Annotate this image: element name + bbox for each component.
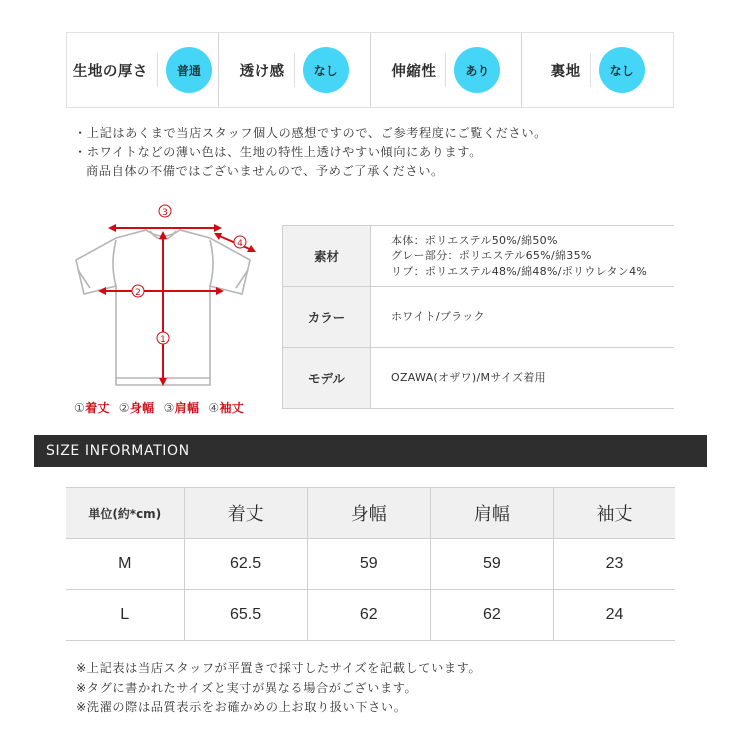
feature-value-badge: 普通: [166, 47, 212, 93]
feature-stretch: [371, 33, 523, 107]
table-row: [66, 590, 675, 641]
column-header-sleeve-length: 袖丈: [553, 488, 675, 539]
table-cell: 62: [430, 590, 553, 641]
spec-value: [371, 348, 675, 409]
legend-label: 袖丈: [219, 401, 245, 415]
legend-label: 身幅: [129, 401, 155, 415]
divider: [157, 53, 158, 87]
spec-value-line: グレー部分：ポリエステル65%/綿35%: [391, 249, 592, 263]
size-label: M: [66, 539, 184, 590]
feature-value-badge: なし: [303, 47, 349, 93]
feature-label: 透け感: [239, 63, 285, 80]
size-table: [66, 487, 675, 641]
svg-text:4: 4: [237, 239, 243, 249]
spec-value-line: リブ：ポリエステル48%/綿48%/ポリウレタン4%: [391, 264, 648, 278]
section-header-size-information: SIZE INFORMATION: [34, 435, 707, 467]
measurement-legend: [74, 399, 249, 416]
footnote-line: ※上記表は当店スタッフが平置きで採寸したサイズを記載しています。: [76, 661, 482, 675]
spec-value: [371, 287, 675, 348]
size-label: L: [66, 590, 184, 641]
spec-value-line: 本体：ポリエステル50%/綿50%: [391, 233, 558, 247]
spec-key: モデル: [283, 348, 371, 409]
table-row: [66, 539, 675, 590]
table-cell: 59: [430, 539, 553, 590]
size-footnotes: [76, 659, 481, 718]
svg-text:3: 3: [162, 208, 168, 218]
feature-value-badge: なし: [599, 47, 645, 93]
feature-lining: [522, 33, 673, 107]
feature-label: 生地の厚さ: [72, 63, 148, 80]
product-spec-table: [282, 225, 674, 409]
spec-value-line: ホワイト/ブラック: [391, 310, 485, 324]
footnote-line: ※洗濯の際は品質表示をお確かめの上お取り扱い下さい。: [76, 700, 407, 714]
feature-transparency: [219, 33, 371, 107]
feature-label: 伸縮性: [391, 63, 437, 80]
note-line: ・上記はあくまで当店スタッフ個人の感想ですので、ご参考程度にご覧ください。: [74, 126, 547, 140]
legend-number: ②: [118, 401, 130, 415]
feature-value-badge: あり: [454, 47, 500, 93]
svg-text:1: 1: [160, 335, 166, 345]
spec-value: [371, 226, 675, 287]
legend-number: ①: [74, 401, 86, 415]
tshirt-outline-icon: [70, 200, 270, 400]
column-header-length: 着丈: [184, 488, 307, 539]
table-cell: 23: [553, 539, 675, 590]
fabric-features: [66, 32, 674, 108]
spec-value-line: OZAWA(オザワ)/Mサイズ着用: [391, 371, 546, 385]
note-line: ・ホワイトなどの薄い色は、生地の特性上透けやすい傾向にあります。: [74, 145, 482, 159]
divider: [445, 53, 446, 87]
divider: [294, 53, 295, 87]
legend-number: ③: [163, 401, 175, 415]
spec-key: カラー: [283, 287, 371, 348]
table-cell: 59: [307, 539, 430, 590]
legend-label: 肩幅: [174, 401, 200, 415]
table-cell: 24: [553, 590, 675, 641]
note-line: 商品自体の不備ではございませんので、予めご了承ください。: [86, 164, 444, 178]
feature-label: 裏地: [550, 63, 581, 80]
spec-row-color: [283, 287, 675, 348]
footnote-line: ※タグに書かれたサイズと実寸が異なる場合がございます。: [76, 680, 418, 695]
divider: [590, 53, 591, 87]
fabric-notes: [74, 124, 547, 181]
spec-key: 素材: [283, 226, 371, 287]
size-table-header-row: [66, 488, 675, 539]
column-header-body-width: 身幅: [307, 488, 430, 539]
spec-row-model: [283, 348, 675, 409]
legend-label: 着丈: [85, 401, 110, 415]
feature-thickness: [67, 33, 219, 107]
table-cell: 62.5: [184, 539, 307, 590]
legend-number: ④: [208, 401, 220, 415]
table-cell: 62: [307, 590, 430, 641]
spec-row-material: [283, 226, 675, 287]
svg-text:2: 2: [135, 288, 141, 298]
tshirt-measurement-diagram: [70, 200, 270, 422]
table-cell: 65.5: [184, 590, 307, 641]
column-header-shoulder-width: 肩幅: [430, 488, 553, 539]
column-header-unit: 単位(約*cm): [66, 488, 184, 539]
